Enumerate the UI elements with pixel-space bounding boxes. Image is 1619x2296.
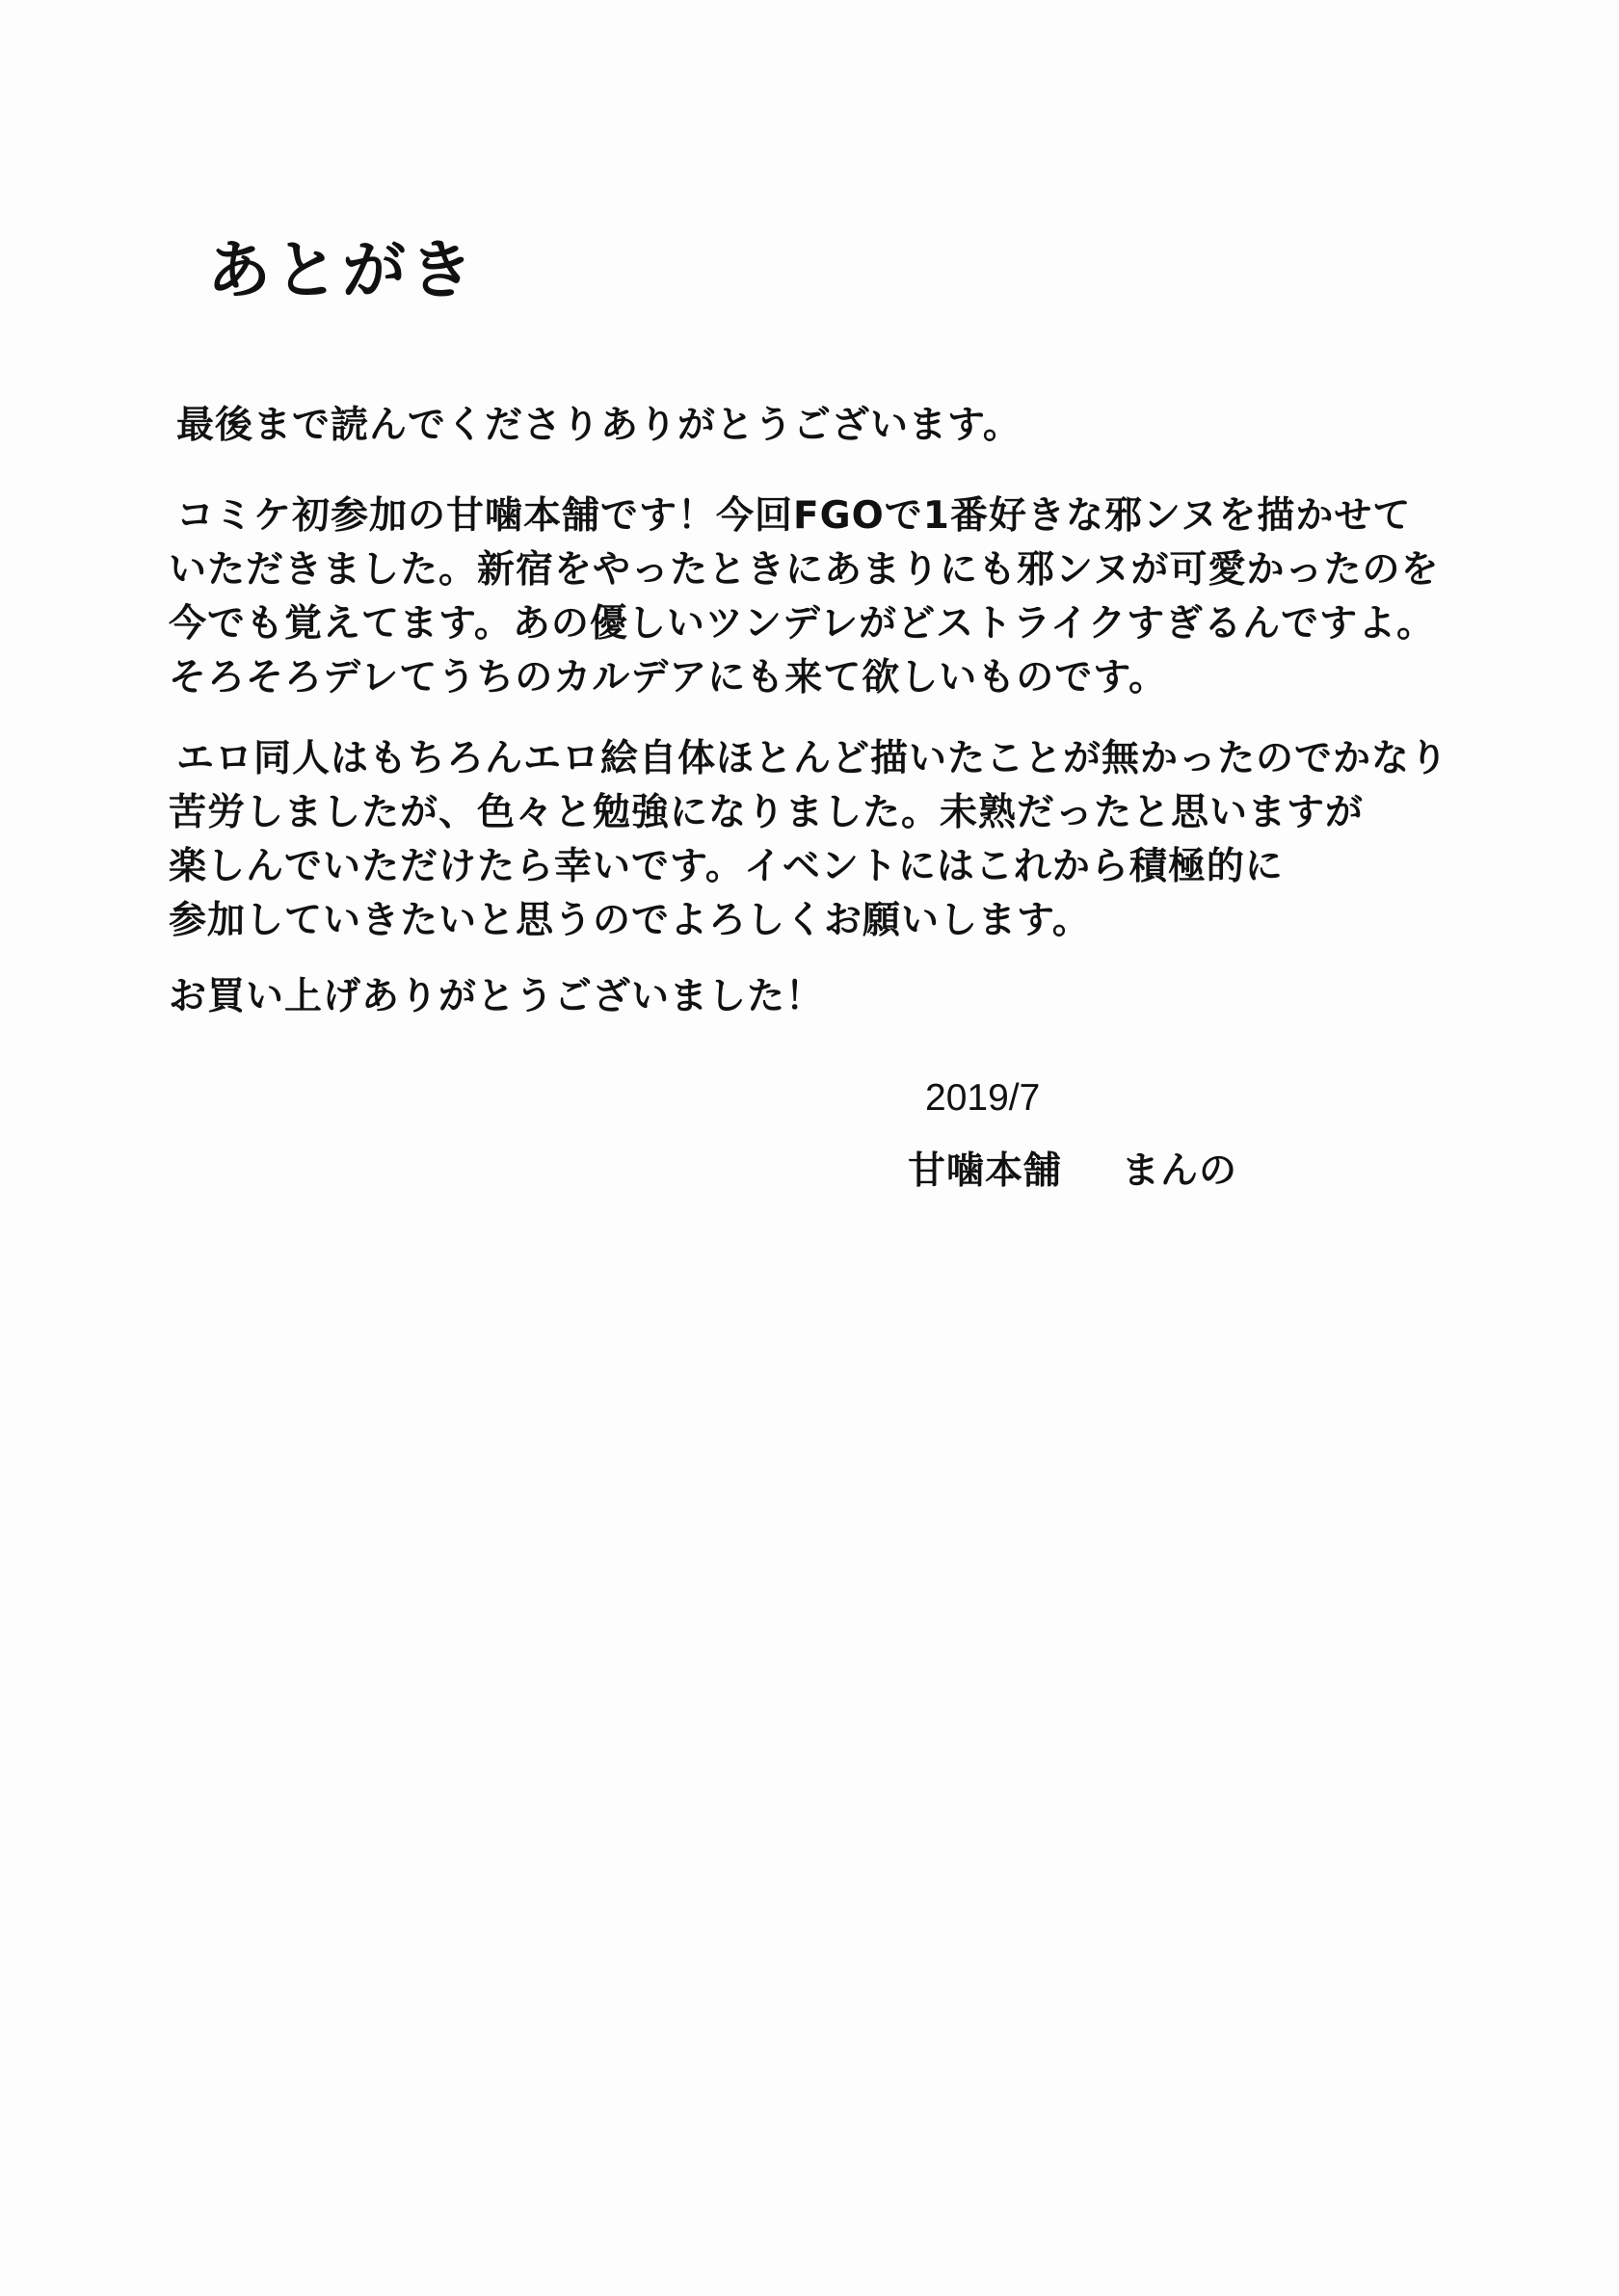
text-line: お買い上げありがとうございました！: [169, 975, 825, 1018]
text-line: コミケ初参加の甘噛本舗です！今回FGOで1番好きな邪ンヌを描かせて: [176, 494, 1412, 538]
paragraph-closing: [169, 970, 1479, 1024]
signature: [908, 1141, 1237, 1195]
text-line: 最後まで読んでくださりありがとうございます。: [176, 404, 1022, 447]
page-title: あとがき: [207, 233, 477, 307]
text-line: エロ同人はもちろんエロ絵自体ほとんど描いたことが無かったのでかなり: [176, 737, 1449, 780]
circle-name: 甘噛本舗: [908, 1149, 1063, 1193]
paragraph-reflection: [169, 732, 1479, 948]
date-label: 2019/7: [925, 1077, 1041, 1119]
text-line: そろそろデレてうちのカルデアにも来て欲しいものです。: [169, 656, 1168, 699]
text-line: いただきました。新宿をやったときにあまりにも邪ンヌが可愛かったのを: [169, 548, 1440, 592]
text-line: 今でも覚えてます。あの優しいツンデレがどストライクすぎるんですよ。: [169, 602, 1436, 646]
author-name: まんの: [1122, 1149, 1238, 1193]
text-line: 楽しんでいただけたら幸いです。イベントにはこれから積極的に: [169, 845, 1284, 888]
text-line: 苦労しましたが、色々と勉強になりました。未熟だったと思いますが: [169, 791, 1365, 834]
paragraph-intro: [169, 489, 1479, 705]
paragraph-thanks: [169, 399, 1479, 453]
text-line: 参加していきたいと思うのでよろしくお願いします。: [169, 899, 1091, 942]
